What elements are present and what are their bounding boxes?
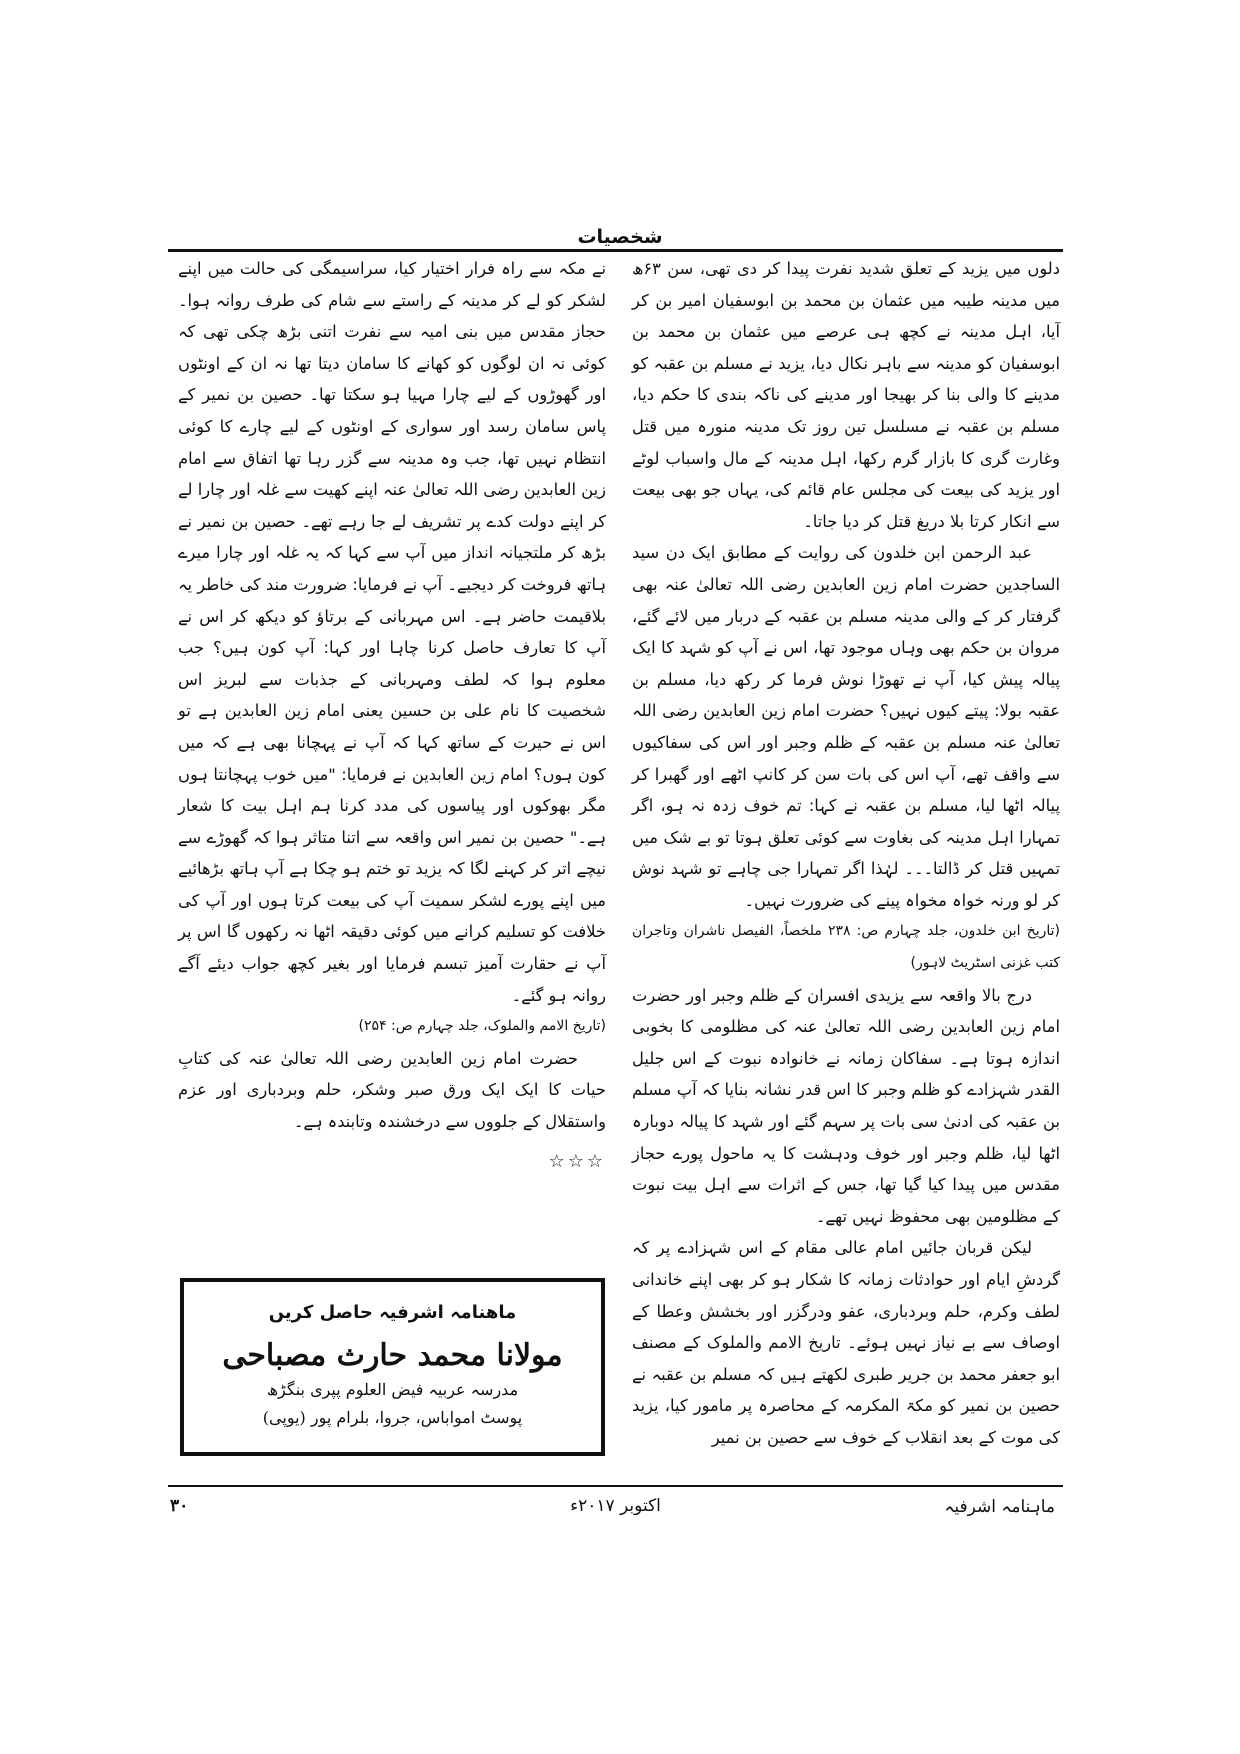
paragraph: حضرت امام زین العابدین رضی اللہ تعالیٰ عنہ کی کتابِ حیات کا ایک ایک ورق صبر وشکر، حلم وبردباری اور عزم واستقلال کے جلووں سے درخشندہ وتابندہ ہے۔ [178,1048,606,1132]
publication-name: ماہنامہ اشرفیہ [944,1497,1055,1517]
section-divider-stars: ☆☆☆ [548,1150,606,1172]
ad-headline: ماھنامہ اشرفیہ حاصل کریں [268,1302,517,1323]
subscription-ad-box [180,1278,605,1456]
footer-rule [168,1485,1063,1487]
section-title: شخصیات [577,226,663,248]
paragraph: دلوں میں یزید کے تعلق شدید نفرت پیدا کر دی تھی، سن ۶۳ھ میں مدینہ طیبہ میں عثمان بن محمد بن ابوسفیان امیر بن کر آیا، اہل مدینہ نے کچھ ہی عرصے میں عثمان بن محمد بن ابوسفیان کو مدینہ سے باہر نکال دیا، یزید نے مسلم بن عقبہ کو مدینے کا والی بنا کر بھیجا اور مدینے کی ناکہ بندی کا حکم دیا، مسلم بن عقبہ نے مسلسل تین روز تک مدینہ منورہ میں قتل وغارت گری کا بازار گرم رکھا، اہل مدینہ کے مال واسباب لوٹے اور یزید کی بیعت کی مجلس عام قائم کی، یہاں جو بھی بیعت سے انکار کرتا بلا دریغ قتل کر دیا جاتا۔ [632,259,1060,531]
issue-date: اکتوبر ۲۰۱۷ء [570,1496,661,1516]
ad-address-line: مدرسہ عربیہ فیض العلوم پپری بنگڑھ [266,1380,519,1399]
citation: (تاریخ ابن خلدون، جلد چہارم ص: ۲۳۸ ملخصاً، الفیصل ناشران وتاجران کتب غزنی اسٹریٹ لاہور) [632,923,1060,972]
header-rule [168,249,1063,252]
ad-contact-name: مولانا محمد حارث مصباحی [222,1338,563,1373]
citation: (تاریخ الامم والملوک، جلد چہارم ص: ۲۵۴) [358,1018,606,1035]
paragraph: عبد الرحمن ابن خلدون کی روایت کے مطابق ایک دن سید الساجدین حضرت امام زین العابدین رضی اللہ تعالیٰ عنہ بھی گرفتار کر کے والی مدینہ مسلم بن عقبہ کے دربار میں لائے گئے، مروان بن حکم بھی وہاں موجود تھا، اس نے آپ کو شہد کا ایک پیالہ پیش کیا، آپ نے تھوڑا نوش فرما کر رکھ دیا، مسلم بن عقبہ بولا: پیتے کیوں نہیں؟ حضرت امام زین العابدین رضی اللہ تعالیٰ عنہ مسلم بن عقبہ کے ظلم وجبر اور اس کی سفاکیوں سے واقف تھے، آپ اس کی بات سن کر کانپ اٹھے اور گھبرا کر پیالہ اٹھا لیا، مسلم بن عقبہ نے کہا: تم خوف زدہ نہ ہو، اگر تمہارا اہل مدینہ کی بغاوت سے کوئی تعلق ہوتا تو بے شک میں تمہیں قتل کر ڈالتا۔۔۔ لہٰذا اگر تمہارا جی چاہے تو شہد نوش کر لو ورنہ خواہ مخواہ پینے کی ضرورت نہیں۔ [632,543,1060,910]
ad-address-line: پوسٹ امواباس، جروا، بلرام پور (یوپی) [262,1408,523,1427]
paragraph: لیکن قربان جائیں امام عالی مقام کے اس شہزادے پر کہ گردشِ ایام اور حوادثات زمانہ کا شکار ہو کر بھی اپنے خاندانی لطف وکرم، حلم وبردباری، عفو ودرگزر اور بخشش وعطا کے اوصاف سے بے نیاز نہیں ہوئے۔ تاریخ الامم والملوک کے مصنف ابو جعفر محمد بن جریر طبری لکھتے ہیں کہ مسلم بن عقبہ نے حصین بن نمیر کو مکۃ المکرمہ کے محاصرہ پر مامور کیا، یزید کی موت کے بعد انقلاب کے خوف سے حصین بن نمیر [632,1238,1060,1447]
left-column [178,253,606,1177]
page-footer [168,1496,1063,1526]
paragraph: نے مکہ سے راہ فرار اختیار کیا، سراسیمگی کی حالت میں اپنے لشکر کو لے کر مدینہ کے راستے سے شام کی طرف روانہ ہوا۔ حجاز مقدس میں بنی امیہ سے نفرت اتنی بڑھ چکی تھی کہ کوئی نہ ان لوگوں کو کھانے کا سامان دیتا تھا نہ ان کے اونٹوں اور گھوڑوں کے لیے چارا مہیا ہو سکتا تھا۔ حصین بن نمیر کے پاس سامان رسد اور سواری کے اونٹوں کے لیے چارے کا کوئی انتظام نہیں تھا، جب وہ مدینہ سے گزر رہا تھا اتفاق سے امام زین العابدین رضی اللہ تعالیٰ عنہ اپنے کھیت سے غلہ اور چارا لے کر اپنے دولت کدے پر تشریف لے جا رہے تھے۔ حصین بن نمیر نے بڑھ کر ملتجیانہ انداز میں آپ سے کہا کہ یہ غلہ اور چارا میرے ہاتھ فروخت کر دیجیے۔ آپ نے فرمایا: ضرورت مند کی خاطر یہ بلاقیمت حاضر ہے۔ اس مہربانی کے برتاؤ کو دیکھ کر اس نے آپ کا تعارف حاصل کرنا چاہا اور کہا: آپ کون ہیں؟ جب معلوم ہوا کہ لطف ومہربانی کے جذبات سے لبریز اس شخصیت کا نام علی بن حسین یعنی امام زین العابدین ہے تو اس نے حیرت کے ساتھ کہا کہ آپ نے پہچانا بھی ہے کہ میں کون ہوں؟ امام زین العابدین نے فرمایا: "میں خوب پہچانتا ہوں مگر بھوکوں اور پیاسوں کی مدد کرنا ہم اہل بیت کا شعار ہے۔" حصین بن نمیر اس واقعہ سے اتنا متاثر ہوا کہ گھوڑے سے نیچے اتر کر کہنے لگا کہ یزید تو ختم ہو چکا ہے آپ ہاتھ بڑھائیے میں اپنے پورے لشکر سمیت آپ کی بیعت کرتا ہوں اور آپ کی خلافت کو تسلیم کرانے میں کوئی دقیقہ اٹھا نہ رکھوں گا اس پر آپ نے حقارت آمیز تبسم فرمایا اور بغیر کچھ جواب دیئے آگے روانہ ہو گئے۔ [178,259,606,1005]
right-column [632,253,1060,1454]
paragraph: درج بالا واقعہ سے یزیدی افسران کے ظلم وجبر اور حضرت امام زین العابدین رضی اللہ تعالیٰ عنہ کی مظلومی کا بخوبی اندازہ ہوتا ہے۔ سفاکان زمانہ نے خانوادہ نبوت کے اس جلیل القدر شہزادے کو ظلم وجبر کا اس قدر نشانہ بنایا کہ آپ مسلم بن عقبہ کی ادنیٰ سی بات پر سہم گئے اور شہد کا پیالہ دوبارہ اٹھا لیا، ظلم وجبر اور خوف ودہشت کا یہ ماحول پورے حجاز مقدس میں پیدا کیا گیا تھا، جس کے اثرات سے اہل بیت نبوت کے مظلومین بھی محفوظ نہیں تھے۔ [632,985,1060,1226]
page-number: ۳۰ [170,1496,189,1516]
